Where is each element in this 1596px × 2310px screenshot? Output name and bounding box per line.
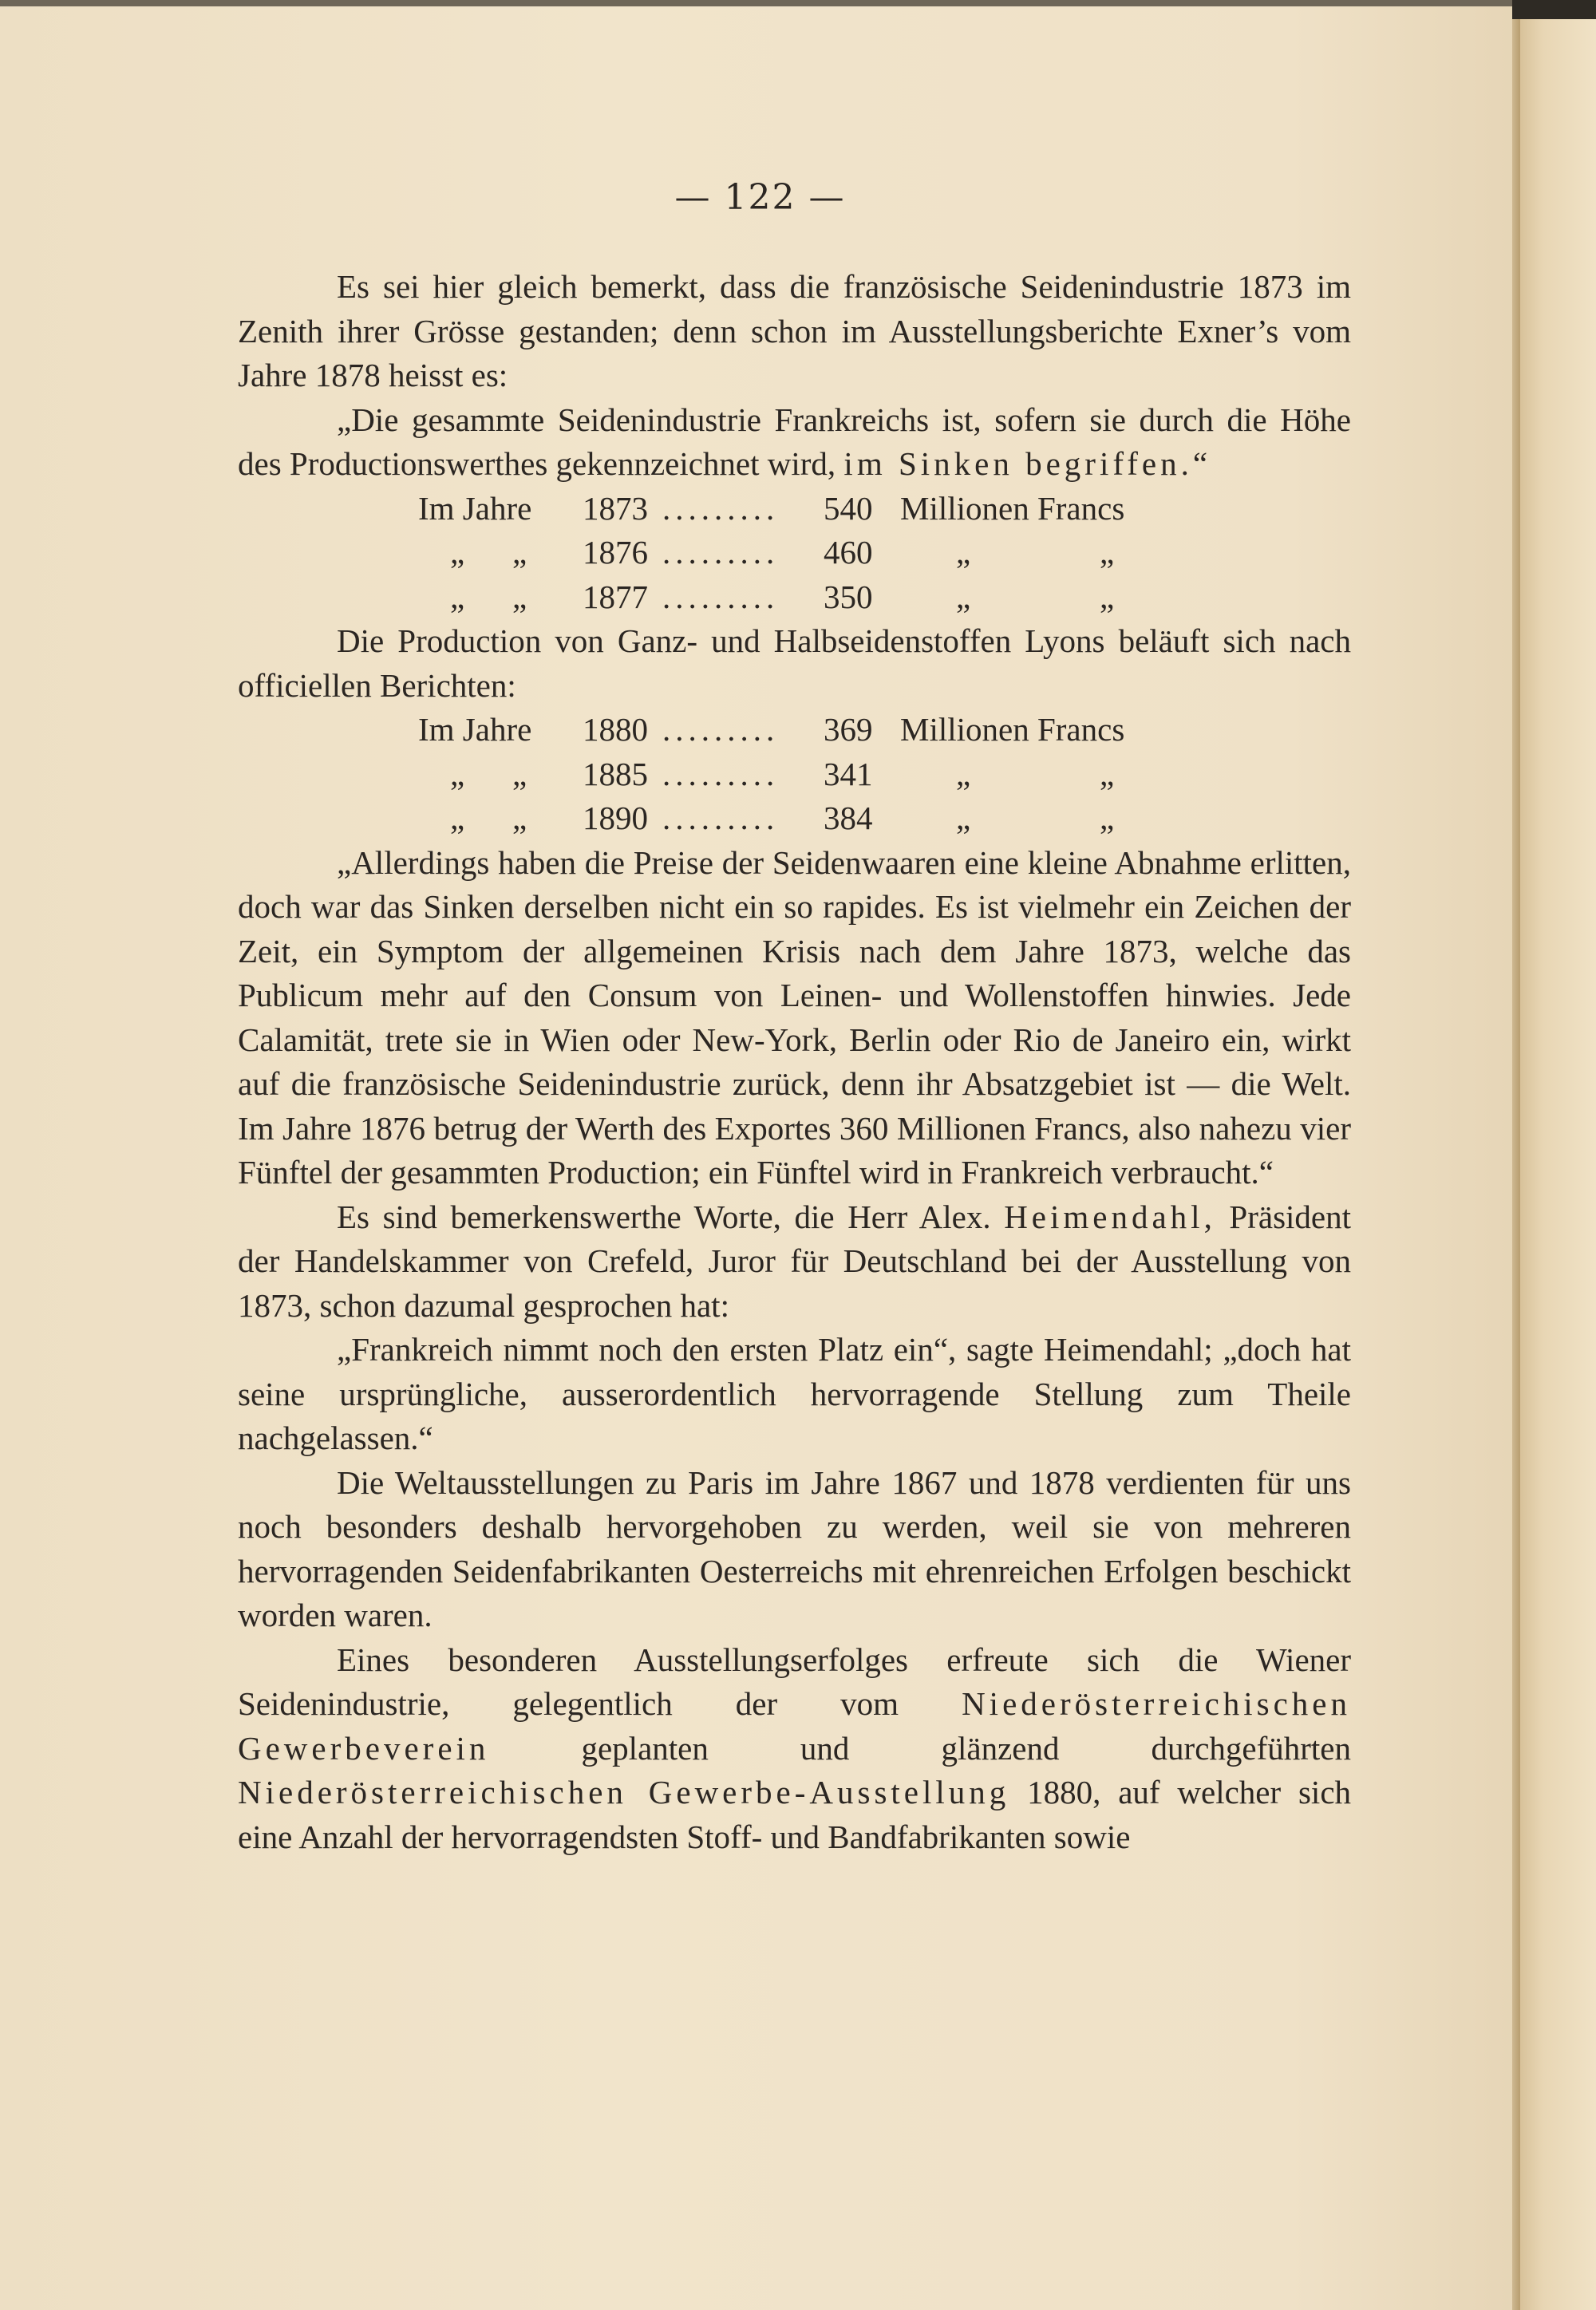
ditto-mark: „ [450,800,465,836]
row-value: 384 [824,800,873,836]
ditto-mark: „ [956,534,971,571]
production-table-france [238,487,1351,620]
row-leader-dots: ......... [662,755,780,792]
ditto-mark: „ [1100,578,1115,615]
ditto-mark: „ [512,578,527,615]
paragraph: Die Weltausstellungen zu Paris im Jahre 1867 und 1878 verdienten für uns noch besonders deshalb hervorgehoben zu werden, weil sie von mehreren hervorragenden Seidenfabrikanten Oesterreichs mit ehrenreichen Erfolgen beschickt worden waren. [238,1463,1351,1633]
row-value: 460 [824,534,873,571]
spaced-text: Niederösterreichischen Gewerbe-Ausstellung [238,1774,1010,1810]
row-value: 540 [824,489,873,527]
table-row [238,796,1351,841]
top-border [0,0,1520,6]
quote-paragraph [238,398,1351,487]
spaced-text: im Sinken begriffen.“ [843,445,1212,482]
row-unit: Millionen Francs [900,489,1125,527]
row-leader-dots: ......... [662,578,780,615]
paragraph-text: geplanten und glänzend durchgeführten [581,1729,1351,1767]
row-unit: Millionen Francs [900,711,1125,748]
table-row [238,487,1351,531]
quote-paragraph: „Allerdings haben die Preise der Seidenwaaren eine kleine Abnahme erlitten, doch war das Sinken derselben nicht ein so rapides. Es ist vielmehr ein Zeichen der Zeit, ein Symptom der allgemeinen Krisis nach dem Jahre 1873, welche das Publicum mehr auf den Consum von Leinen- und Wollenstoffen hinwies. Jede Calamität, trete sie in Wien oder New-York, Berlin oder Rio de Janeiro ein, wirkt auf die französische Seidenindustrie zurück, denn ihr Absatzgebiet ist — die Welt. Im Jahre 1876 betrug der Werth des Exportes 360 Millionen Francs, also nahezu vier Fünftel der gesammten Production; ein Fünftel wird in Frankreich verbraucht.“ [238,843,1351,1191]
ditto-mark: „ [450,534,465,571]
row-year: 1890 [583,800,648,836]
ditto-mark: „ [512,800,527,836]
table-row [238,708,1351,752]
ditto-mark: „ [450,755,465,792]
quote-paragraph: „Frankreich nimmt noch den ersten Platz ein“, sagte Heimendahl; „doch hat seine ursprüngliche, ausserordentlich hervorragende Stellung zum Theile nachgelassen.“ [238,1331,1351,1456]
next-page-strip [1520,0,1596,2310]
paragraph-text: Es sind bemerkenswerthe Worte, die Herr Alex. [337,1198,991,1235]
ditto-mark: „ [1100,755,1115,792]
row-year: 1885 [583,755,648,792]
page-number: — 122 — [674,177,846,218]
ditto-mark: „ [956,800,971,836]
ditto-mark: „ [1100,800,1115,836]
row-year: 1877 [583,578,648,615]
spaced-text: Niederösterreichischen Gewerbeverein [238,1685,1352,1767]
paragraph [238,1195,1351,1329]
ditto-mark: „ [1100,534,1115,571]
ditto-mark: „ [956,755,971,792]
ditto-mark: „ [450,578,465,615]
ditto-mark: „ [512,534,527,571]
table-row [238,575,1351,620]
quote-text: „Die gesammte Seidenindustrie Frankreichs ist, sofern sie durch die Höhe des Productionswerthes gekennzeichnet wird, [238,401,1351,482]
body-text [238,265,1351,1859]
paragraph-text: 1880, auf welcher sich eine Anzahl der hervorragendsten Stoff- und Bandfabrikanten sowie [238,1774,1352,1855]
row-leader-dots: ......... [662,711,780,748]
row-leader-dots: ......... [662,489,780,527]
paragraph: Die Production von Ganz- und Halbseidenstoffen Lyons beläuft sich nach officiellen Berichten: [238,622,1351,704]
row-label: Im Jahre [418,489,532,527]
table-row [238,531,1351,575]
paragraph: Es sei hier gleich bemerkt, dass die französische Seidenindustrie 1873 im Zenith ihrer Grösse gestanden; denn schon im Ausstellungsberichte Exner’s vom Jahre 1878 heisst es: [238,268,1351,393]
production-table-lyons [238,708,1351,841]
spaced-name: Heimendahl, [1004,1198,1216,1235]
paragraph-text: Präsident der Handelskammer von Crefeld, Juror für Deutschland bei der Ausstellung von 1873, schon dazumal gesprochen hat: [238,1198,1352,1324]
row-leader-dots: ......... [662,800,780,836]
page-edge [1512,0,1520,2310]
row-label: Im Jahre [418,711,532,748]
ditto-mark: „ [956,578,971,615]
row-year: 1880 [583,711,648,748]
ditto-mark: „ [512,755,527,792]
row-year: 1873 [583,489,648,527]
row-value: 350 [824,578,873,615]
row-leader-dots: ......... [662,534,780,571]
paragraph [238,1638,1351,1860]
paragraph-text: Eines besonderen Ausstellungserfolges erfreute sich die Wiener Seidenindustrie, gelegentlich der vom [238,1641,1351,1722]
row-year: 1876 [583,534,648,571]
row-value: 369 [824,711,873,748]
row-value: 341 [824,755,873,792]
table-row [238,752,1351,797]
top-corner [1512,0,1596,19]
